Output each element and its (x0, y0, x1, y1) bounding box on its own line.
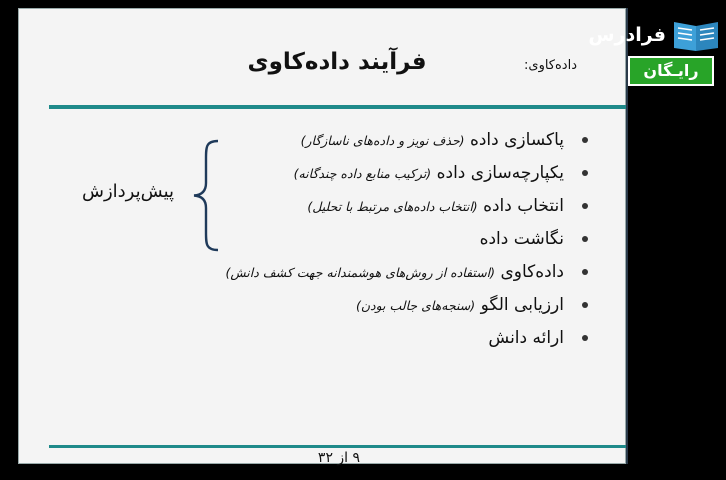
list-item (480, 229, 588, 249)
bullet-note: (حذف نویز و داده‌های ناسازگار) (300, 133, 465, 148)
bullet-dot-icon (582, 236, 588, 242)
curly-brace-icon (190, 139, 222, 252)
brand-logo-text: فرادرس (588, 24, 666, 46)
bullet-dot-icon (582, 302, 588, 308)
list-item (488, 328, 588, 348)
bullet-note: (سنجه‌های جالب بودن) (355, 298, 476, 313)
free-badge-button[interactable]: رایـگان (628, 56, 714, 86)
brand-logo[interactable] (588, 18, 726, 56)
slide-subtitle: داده‌کاوی: (524, 58, 577, 73)
preprocessing-label: پیش‌پردازش (82, 181, 175, 202)
bullet-dot-icon (582, 335, 588, 341)
bullet-note: (ترکیب منابع داده چندگانه) (293, 166, 432, 181)
list-item (294, 163, 588, 183)
bullet-dot-icon (582, 269, 588, 275)
open-book-icon (670, 20, 722, 52)
bullet-note: (استفاده از روش‌های هوشمندانه جهت کشف دانش) (225, 265, 496, 280)
slide-title: فرآیند داده‌کاوی (247, 49, 427, 75)
list-item (225, 262, 588, 282)
list-item (301, 130, 588, 150)
bullet-text: داده‌کاوی (500, 262, 564, 282)
bullet-dot-icon (582, 203, 588, 209)
bullet-text: ارزیابی الگو (480, 295, 564, 315)
bullet-dot-icon (582, 137, 588, 143)
bullet-text: یکپارچه‌سازی داده (436, 163, 564, 183)
bullet-note: (انتخاب داده‌های مرتبط با تحلیل) (307, 199, 478, 214)
bullet-text: ارائه دانش (488, 328, 564, 348)
bullet-text: نگاشت داده (479, 229, 564, 249)
footer-divider (49, 445, 627, 448)
bullet-dot-icon (582, 170, 588, 176)
bullet-text: انتخاب داده (483, 196, 564, 216)
list-item (307, 196, 588, 216)
bullet-text: پاکسازی داده (469, 130, 564, 150)
list-item (356, 295, 588, 315)
title-divider (49, 105, 627, 109)
page-indicator: ۹ از ۳۲ (317, 450, 361, 466)
